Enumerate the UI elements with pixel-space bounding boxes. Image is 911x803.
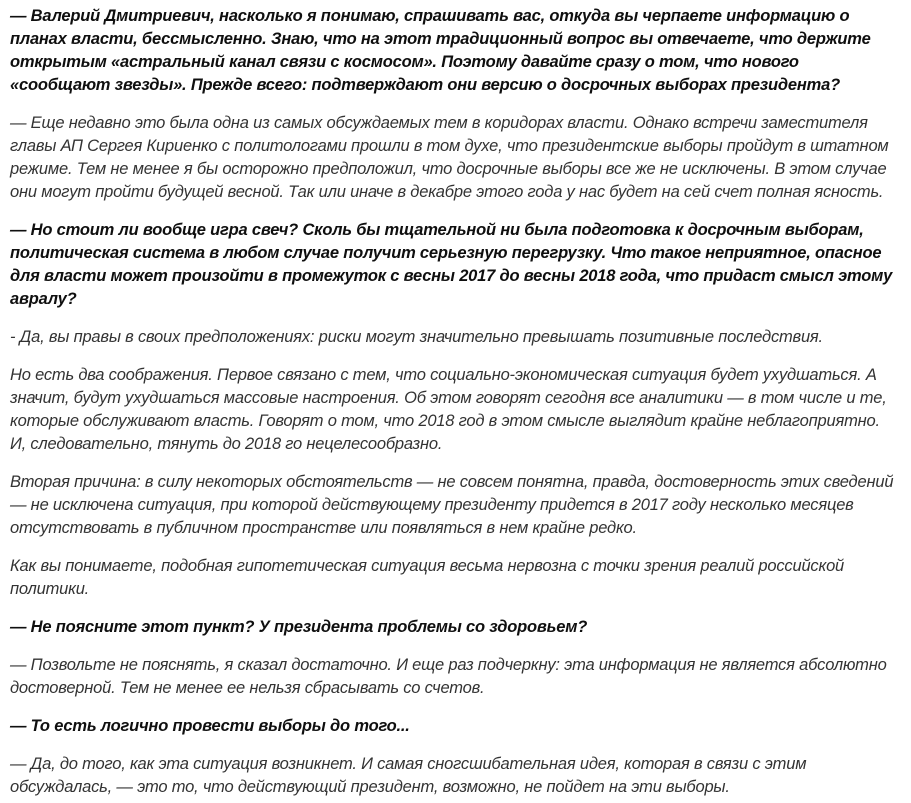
interview-answer: — Еще недавно это была одна из самых обсуждаемых тем в коридорах власти. Однако встречи заместителя главы АП Сергея Кириенко с политологами прошли в том духе, что президентские выборы пройдут в штатном режиме. Тем не менее я бы осторожно предположил, что досрочные выборы все же не исключены. В этом случае они могут пройти будущей весной. Так или иначе в декабре этого года у нас будет на сей счет полная ясность. [10,114,889,201]
interview-question: — Но стоит ли вообще игра свеч? Сколь бы тщательной ни была подготовка к досрочным выборам, политическая система в любом случае получит серьезную перегрузку. Что такое неприятное, опасное для власти может произойти в промежуток с весны 2017 до весны 2018 года, что придаст смысл этому авралу? [10,221,893,308]
interview-question: — То есть логично провести выборы до того... [10,717,410,735]
interview-question: — Валерий Дмитриевич, насколько я понимаю, спрашивать вас, откуда вы черпаете информацию о планах власти, бессмысленно. Знаю, что на этот традиционный вопрос вы отвечаете, что держите открытым «астральный канал связи с космосом». Поэтому давайте сразу о том, что нового «сообщают звезды». Прежде всего: подтверждают они версию о досрочных выборах президента? [10,7,871,94]
interview-answer: — Позвольте не пояснять, я сказал достаточно. И еще раз подчеркну: эта информация не является абсолютно достоверной. Тем не менее ее нельзя сбрасывать со счетов. [10,656,887,697]
interview-answer: Но есть два соображения. Первое связано с тем, что социально-экономическая ситуация будет ухудшаться. А значит, будут ухудшаться массовые настроения. Об этом говорят сегодня все аналитики — в том числе и те, которые обслуживают власть. Говорят о том, что 2018 год в этом смысле выглядит крайне неблагоприятно. И, следовательно, тянуть до 2018 го нецелесообразно. [10,366,887,453]
interview-answer: Вторая причина: в силу некоторых обстоятельств — не совсем понятна, правда, достоверность этих сведений — не исключена ситуация, при которой действующему президенту придется в 2017 году несколько месяцев отсутствовать в публичном пространстве или появляться в нем крайне редко. [10,473,894,537]
interview-answer: — Да, до того, как эта ситуация возникнет. И самая сногсшибательная идея, которая в связи с этим обсуждалась, — это то, что действующий президент, возможно, не пойдет на эти выборы. [10,755,807,796]
interview-question: — Не поясните этот пункт? У президента проблемы со здоровьем? [10,618,588,636]
interview-answer: - Да, вы правы в своих предположениях: риски могут значительно превышать позитивные последствия. [10,328,823,346]
interview-answer: Как вы понимаете, подобная гипотетическая ситуация весьма нервозна с точки зрения реалий российской политики. [10,557,845,598]
